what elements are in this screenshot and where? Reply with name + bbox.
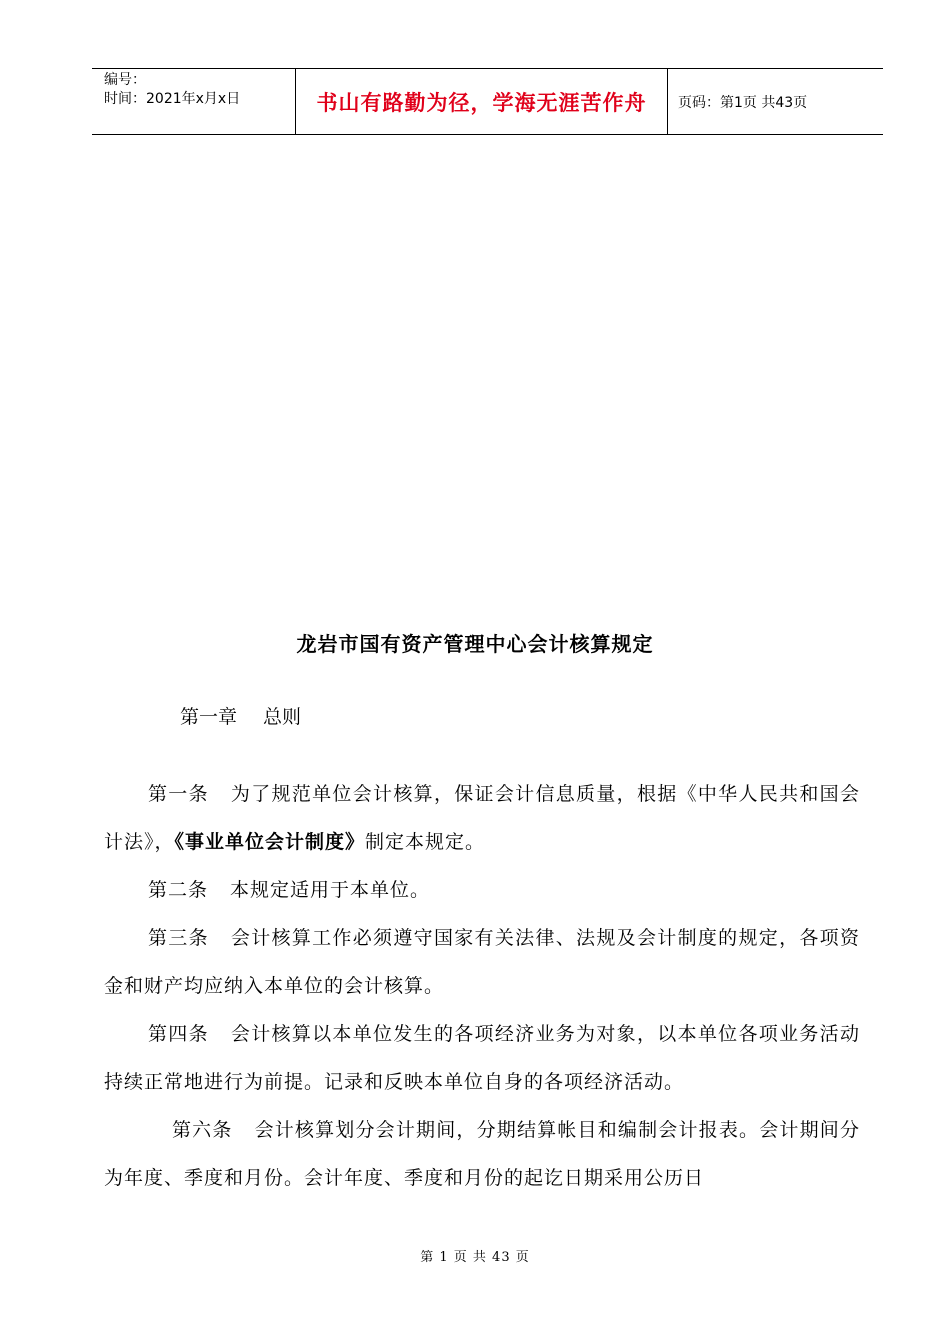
header-motto: 书山有路勤为径，学海无涯苦作舟: [295, 69, 668, 134]
article-label: 第二条: [148, 879, 209, 901]
chapter-label: 第一章: [180, 706, 238, 728]
article-label: 第六条: [172, 1119, 233, 1141]
article-text: 为了规范单位会计核算，保证会计信息质量，根据《中华人民共和国会计法》，: [104, 783, 860, 853]
article-text: 会计核算工作必须遵守国家有关法律、法规及会计制度的规定，各项资金和财产均应纳入本单位的会计核算。: [104, 927, 860, 997]
page-footer: 第 1 页 共 43 页: [420, 1250, 530, 1265]
article-label: 第三条: [148, 927, 209, 949]
article-4: [104, 1010, 860, 1106]
article-1: [104, 770, 860, 866]
article-text-end: 制定本规定。: [365, 831, 486, 853]
page-header: [92, 68, 883, 135]
article-2: [104, 866, 860, 914]
document-number-label: 编号：: [104, 72, 146, 88]
article-text: 本规定适用于本单位。: [230, 879, 431, 901]
header-meta-cell: [92, 69, 295, 134]
article-bold-reference: 《事业单位会计制度》: [174, 831, 366, 853]
header-page-info: 页码：第1页 共43页: [678, 94, 808, 111]
article-6: [104, 1106, 860, 1202]
article-3: [104, 914, 860, 1010]
document-time-label: 时间：2021年x月x日: [104, 91, 241, 107]
article-text: 会计核算划分会计期间，分期结算帐目和编制会计报表。会计期间分为年度、季度和月份。会计年度、季度和月份的起讫日期采用公历日: [104, 1119, 860, 1189]
article-label: 第四条: [148, 1023, 209, 1045]
article-label: 第一条: [148, 783, 209, 805]
chapter-heading: [180, 702, 327, 729]
chapter-name: 总则: [263, 706, 302, 728]
article-text: 会计核算以本单位发生的各项经济业务为对象，以本单位各项业务活动持续正常地进行为前提。记录和反映本单位自身的各项经济活动。: [104, 1023, 860, 1093]
document-title: 龙岩市国有资产管理中心会计核算规定: [296, 632, 654, 656]
document-body: [104, 770, 860, 1202]
